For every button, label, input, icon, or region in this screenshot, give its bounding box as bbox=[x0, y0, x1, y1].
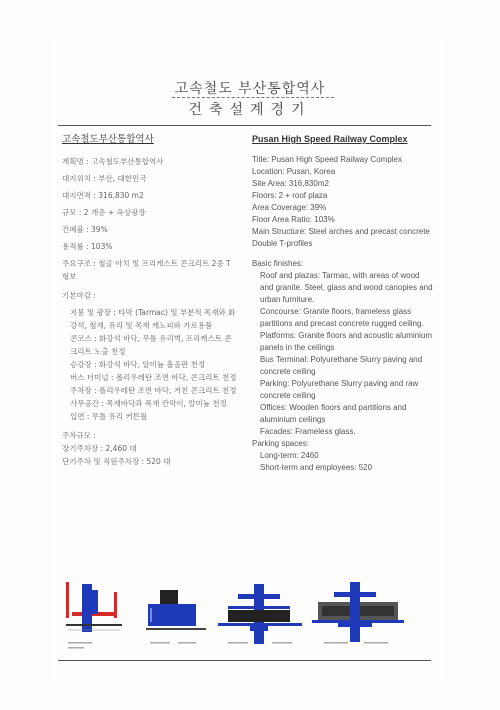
english-finish-item: Offices: Wooden floors and partitions and aluminium ceilings bbox=[260, 403, 407, 424]
english-parking-item: Long-term: 2460 bbox=[260, 451, 319, 460]
english-finishes-title: Basic finishes: bbox=[252, 259, 304, 268]
korean-line: 용적률 : 103% bbox=[62, 242, 113, 251]
korean-parking-item: 장기주차장 : 2,460 대 bbox=[62, 444, 137, 453]
korean-column bbox=[62, 133, 237, 468]
bottom-rule bbox=[58, 660, 431, 661]
english-line: Title: Pusan High Speed Railway Complex bbox=[252, 155, 402, 164]
korean-line: 건폐율 : 39% bbox=[62, 225, 108, 234]
korean-finish-item: 주차장 : 폴리우레탄 조면 바닥, 거친 콘크리트 천정 bbox=[70, 386, 237, 395]
korean-finishes-title: 기본마감 : bbox=[62, 291, 96, 300]
korean-parking-item: 단기주차 및 직원주차장 : 520 대 bbox=[62, 457, 171, 466]
korean-heading: 고속철도부산통합역사 bbox=[62, 134, 154, 145]
korean-finish-item: 콘코스 : 화강석 바닥, 무틀 유리벽, 프리캐스트 콘크리트 노출 천정 bbox=[70, 334, 232, 356]
korean-finish-item: 승강장 : 화강석 바닥, 알미늄 흡음판 천정 bbox=[70, 360, 206, 369]
korean-finish-item: 사무공간 : 목재바닥과 목재 칸막이, 알미늄 천정 bbox=[70, 399, 227, 408]
korean-line: 규모 : 2 개층 + 옥상광장 bbox=[62, 208, 146, 217]
section-drawing-4 bbox=[312, 582, 404, 644]
english-line: Floors: 2 + roof plaza bbox=[252, 191, 328, 200]
english-finish-item: Roof and plazas: Tarmac, with areas of wood and granite. Steel, glass and wood canopies and urban furniture. bbox=[260, 271, 433, 304]
section-drawing-1 bbox=[66, 582, 122, 649]
korean-line: 주요구조 : 철골 아치 및 프리캐스트 콘크리트 2중 T형보 bbox=[62, 259, 231, 281]
korean-line: 대지면적 : 316,830 m2 bbox=[62, 191, 144, 200]
spacer bbox=[252, 250, 434, 258]
english-heading: Pusan High Speed Railway Complex bbox=[252, 134, 408, 144]
english-line: Site Area: 316,830m2 bbox=[252, 179, 329, 188]
english-line: Area Coverage: 39% bbox=[252, 203, 327, 212]
korean-finish-item: 지붕 및 광장 : 타막 (Tarmac) 및 부분적 목재와 화강석, 철재, 유리 및 목재 캐노피와 가로용품 bbox=[70, 308, 236, 330]
english-parking-item: Short-term and employees: 520 bbox=[260, 463, 373, 472]
korean-parking-title: 주차규모 : bbox=[62, 431, 96, 440]
korean-line: 대지위치 : 부산, 대한민국 bbox=[62, 174, 147, 183]
section-drawings bbox=[58, 572, 433, 657]
korean-finish-item: 입면 : 무틀 유리 커튼월 bbox=[70, 412, 148, 421]
english-line: Floor Area Ratio: 103% bbox=[252, 215, 335, 224]
english-finish-item: Parking: Polyurethane Slurry paving and raw concrete ceiling bbox=[260, 379, 419, 400]
english-finish-item: Platforms: Granite floors and acoustic aluminium panels in the ceilings bbox=[260, 331, 433, 352]
english-finish-item: Concourse: Granite floors, frameless glass partitions and precast concrete rugged ceiling. bbox=[260, 307, 424, 328]
title-dashed-divider bbox=[172, 97, 334, 98]
korean-finish-item: 버스 터미널 : 폴리우레탄 조면 바닥, 콘크리트 천정 bbox=[70, 373, 237, 382]
english-finish-item: Facades: Frameless glass. bbox=[260, 427, 356, 436]
english-column bbox=[252, 133, 434, 474]
top-rule bbox=[58, 125, 431, 126]
title-korean: 고속철도 부산통합역사 bbox=[174, 81, 326, 97]
english-line: Location: Pusan, Korea bbox=[252, 167, 336, 176]
english-line: Main Structure: Steel arches and precast concrete Double T-profiles bbox=[252, 227, 430, 248]
subtitle-korean: 건축설계경기 bbox=[188, 102, 312, 118]
section-drawing-3 bbox=[218, 584, 302, 644]
english-finish-item: Bus Terminal: Polyurethane Slurry paving and concrete ceiling bbox=[260, 355, 423, 376]
english-parking-title: Parking spaces: bbox=[252, 439, 309, 448]
section-drawing-2 bbox=[146, 590, 206, 644]
korean-line: 계획명 : 고속철도부산통합역사 bbox=[62, 157, 164, 166]
